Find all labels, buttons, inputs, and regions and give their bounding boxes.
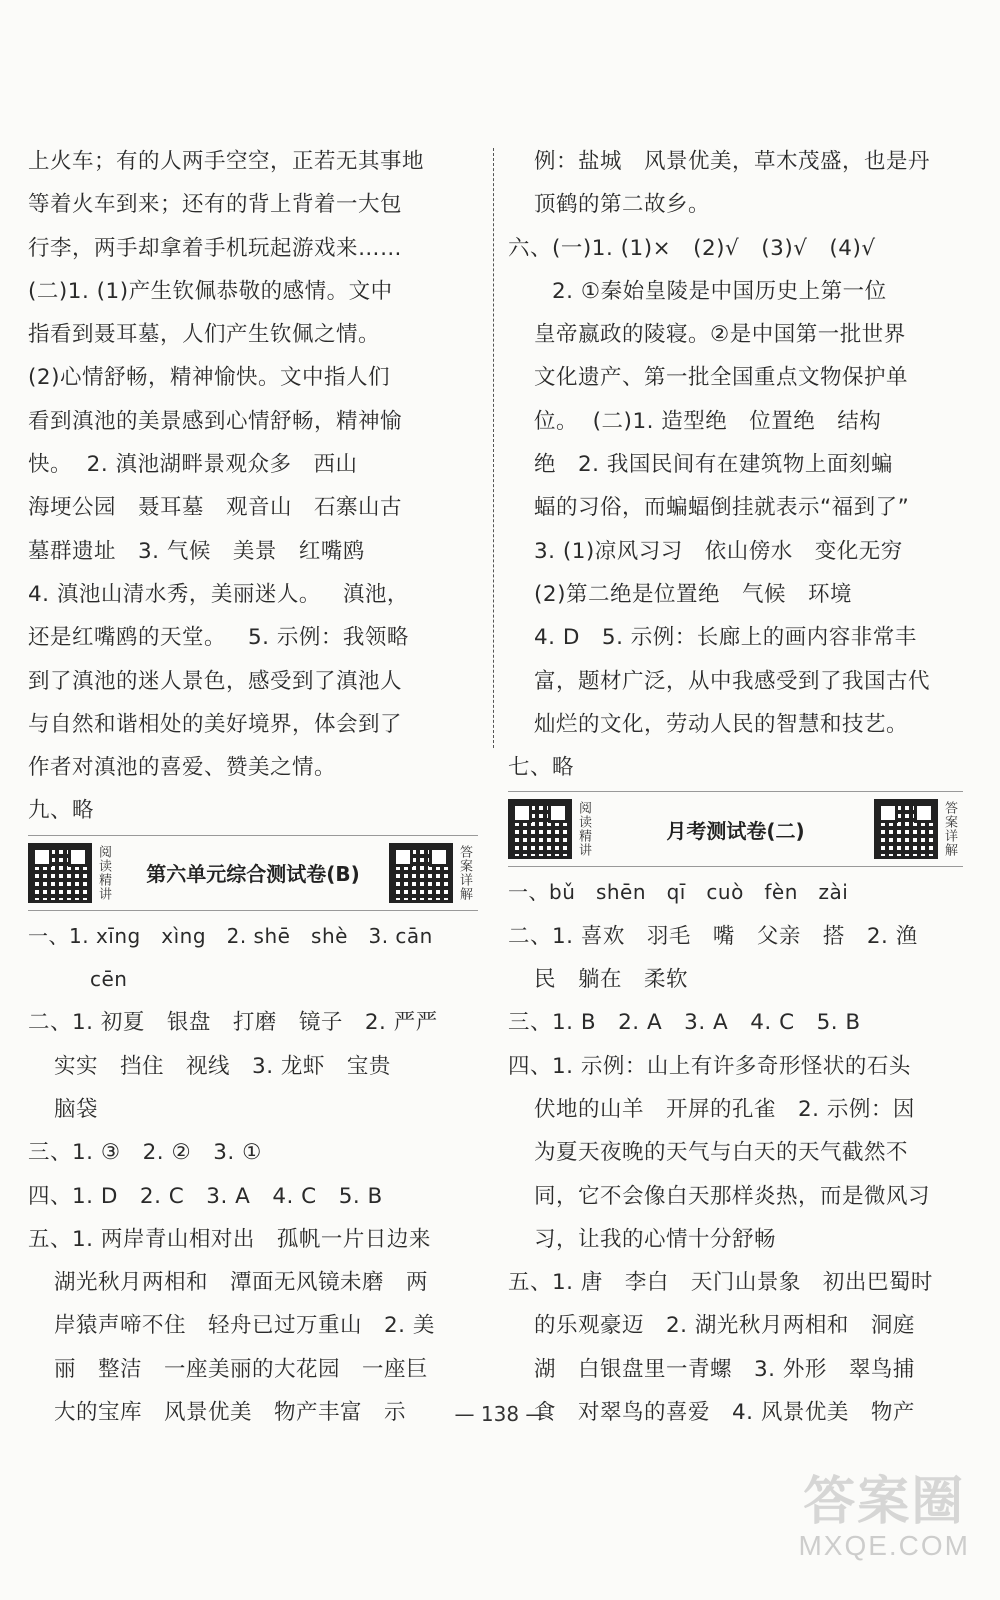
answer-line: 五、1. 唐 李白 天门山景象 初出巴蜀时 bbox=[508, 1270, 933, 1296]
answer-line: 实实 挡住 视线 3. 龙虾 宝贵 bbox=[54, 1053, 391, 1079]
answer-line: 丽 整洁 一座美丽的大花园 一座巨 bbox=[54, 1356, 429, 1382]
answer-line: 大的宝库 风景优美 物产丰富 示 bbox=[54, 1400, 407, 1426]
answer-line: 的乐观豪迈 2. 湖光秋月两相和 洞庭 bbox=[534, 1313, 915, 1339]
text-line: (2)心情舒畅，精神愉快。文中指人们 bbox=[28, 365, 390, 391]
answer-line: 皇帝嬴政的陵寝。②是中国第一批世界 bbox=[534, 322, 906, 348]
text-line: 还是红嘴鸥的天堂。 5. 示例：我领略 bbox=[28, 625, 409, 651]
section-heading: 七、略 bbox=[508, 755, 575, 781]
answer-line: 二、1. 喜欢 羽毛 嘴 父亲 搭 2. 渔 bbox=[508, 923, 918, 949]
qr-code-icon[interactable] bbox=[28, 843, 92, 903]
text-line: 指看到聂耳墓，人们产生钦佩之情。 bbox=[28, 322, 381, 348]
answer-line: 位。 (二)1. 造型绝 位置绝 结构 bbox=[534, 408, 882, 434]
qr-code-icon[interactable] bbox=[874, 799, 938, 859]
answer-line: 灿烂的文化，劳动人民的智慧和技艺。 bbox=[534, 711, 909, 737]
answer-line: 习，让我的心情十分舒畅 bbox=[534, 1226, 777, 1252]
text-line: 看到滇池的美景感到心情舒畅，精神愉 bbox=[28, 408, 403, 434]
answer-line: 一、bǔ shēn qī cuò fèn zài bbox=[508, 880, 849, 905]
text-line: 行李，两手却拿着手机玩起游戏来…… bbox=[28, 235, 403, 261]
text-line: 4. 滇池山清水秀，美丽迷人。 滇池， bbox=[28, 581, 409, 607]
answer-line: 湖光秋月两相和 潭面无风镜未磨 两 bbox=[54, 1270, 429, 1296]
qr-label: 阅读精讲 bbox=[576, 801, 591, 858]
watermark-url: MXQE.COM bbox=[798, 1530, 970, 1561]
text-line: 到了滇池的迷人景色，感受到了滇池人 bbox=[28, 668, 403, 694]
answer-line: 4. D 5. 示例：长廊上的画内容非常丰 bbox=[534, 625, 917, 651]
answer-line: 蝠的习俗，而蝙蝠倒挂就表示“福到了” bbox=[534, 495, 910, 521]
answer-line: 一、1. xīng xìng 2. shē shè 3. cān bbox=[28, 923, 433, 948]
answer-line: 同，它不会像白天那样炎热，而是微风习 bbox=[534, 1183, 931, 1209]
answer-line: 伏地的山羊 开屏的孔雀 2. 示例：因 bbox=[534, 1096, 915, 1122]
test-title: 月考测试卷(二) bbox=[666, 818, 805, 843]
answer-line: 3. (1)凉风习习 依山傍水 变化无穷 bbox=[534, 538, 903, 564]
text-line: 快。 2. 滇池湖畔景观众多 西山 bbox=[28, 452, 358, 478]
answer-line: 六、(一)1. (1)× (2)√ (3)√ (4)√ bbox=[508, 235, 876, 261]
right-column bbox=[508, 140, 963, 1434]
qr-label: 阅读精讲 bbox=[96, 844, 111, 901]
qr-label: 答案详解 bbox=[457, 844, 472, 901]
answer-line: (2)第二绝是位置绝 气候 环境 bbox=[534, 581, 852, 607]
watermark-text: 答案圈 bbox=[803, 1472, 966, 1532]
answer-line: 2. ①秦始皇陵是中国历史上第一位 bbox=[552, 278, 887, 304]
text-line: 等着火车到来；还有的背上背着一大包 bbox=[28, 192, 403, 218]
text-line: 例：盐城 风景优美，草木茂盛，也是丹 bbox=[534, 149, 931, 174]
answer-line: 二、1. 初夏 银盘 打磨 镜子 2. 严严 bbox=[28, 1010, 438, 1036]
answer-line: 文化遗产、第一批全国重点文物保护单 bbox=[534, 365, 909, 391]
answer-line: 三、1. B 2. A 3. A 4. C 5. B bbox=[508, 1010, 861, 1036]
test-title: 第六单元综合测试卷(B) bbox=[146, 862, 360, 887]
answer-line: 绝 2. 我国民间有在建筑物上面刻蝙 bbox=[534, 452, 893, 478]
test-header-right bbox=[508, 791, 963, 867]
text-line: 墓群遗址 3. 气候 美景 红嘴鸥 bbox=[28, 538, 365, 564]
qr-code-icon[interactable] bbox=[508, 799, 572, 859]
text-line: 海埂公园 聂耳墓 观音山 石寨山古 bbox=[28, 495, 403, 521]
answer-line: 食 对翠鸟的喜爱 4. 风景优美 物产 bbox=[534, 1400, 915, 1426]
answer-line: 脑袋 bbox=[54, 1096, 99, 1122]
qr-code-icon[interactable] bbox=[389, 843, 453, 903]
answer-line: cēn bbox=[90, 967, 128, 992]
watermark-logo bbox=[798, 1474, 970, 1562]
answer-line: 五、1. 两岸青山相对出 孤帆一片日边来 bbox=[28, 1226, 431, 1252]
answer-line: 湖 白银盘里一青螺 3. 外形 翠鸟捕 bbox=[534, 1356, 915, 1382]
answer-line: 四、1. D 2. C 3. A 4. C 5. B bbox=[28, 1183, 383, 1209]
section-heading: 九、略 bbox=[28, 798, 95, 824]
text-line: 顶鹤的第二故乡。 bbox=[534, 192, 711, 218]
answer-line: 三、1. ③ 2. ② 3. ① bbox=[28, 1140, 262, 1166]
text-line: 上火车；有的人两手空空，正若无其事地 bbox=[28, 149, 425, 174]
answer-line: 富，题材广泛，从中我感受到了我国古代 bbox=[534, 668, 931, 694]
text-line: 与自然和谐相处的美好境界，体会到了 bbox=[28, 711, 403, 737]
answer-line: 为夏天夜晚的天气与白天的天气截然不 bbox=[534, 1140, 909, 1166]
answer-line: 岸猿声啼不住 轻舟已过万重山 2. 美 bbox=[54, 1313, 435, 1339]
text-line: (二)1. (1)产生钦佩恭敬的感情。文中 bbox=[28, 278, 393, 304]
test-header-left bbox=[28, 835, 478, 911]
answer-line: 四、1. 示例：山上有许多奇形怪状的石头 bbox=[508, 1053, 911, 1079]
text-line: 作者对滇池的喜爱、赞美之情。 bbox=[28, 755, 337, 781]
page-number: — 138 — bbox=[454, 1402, 546, 1426]
left-column bbox=[28, 140, 478, 1434]
column-divider bbox=[493, 148, 494, 748]
qr-label: 答案详解 bbox=[942, 801, 957, 858]
answer-line: 民 躺在 柔软 bbox=[534, 967, 689, 993]
